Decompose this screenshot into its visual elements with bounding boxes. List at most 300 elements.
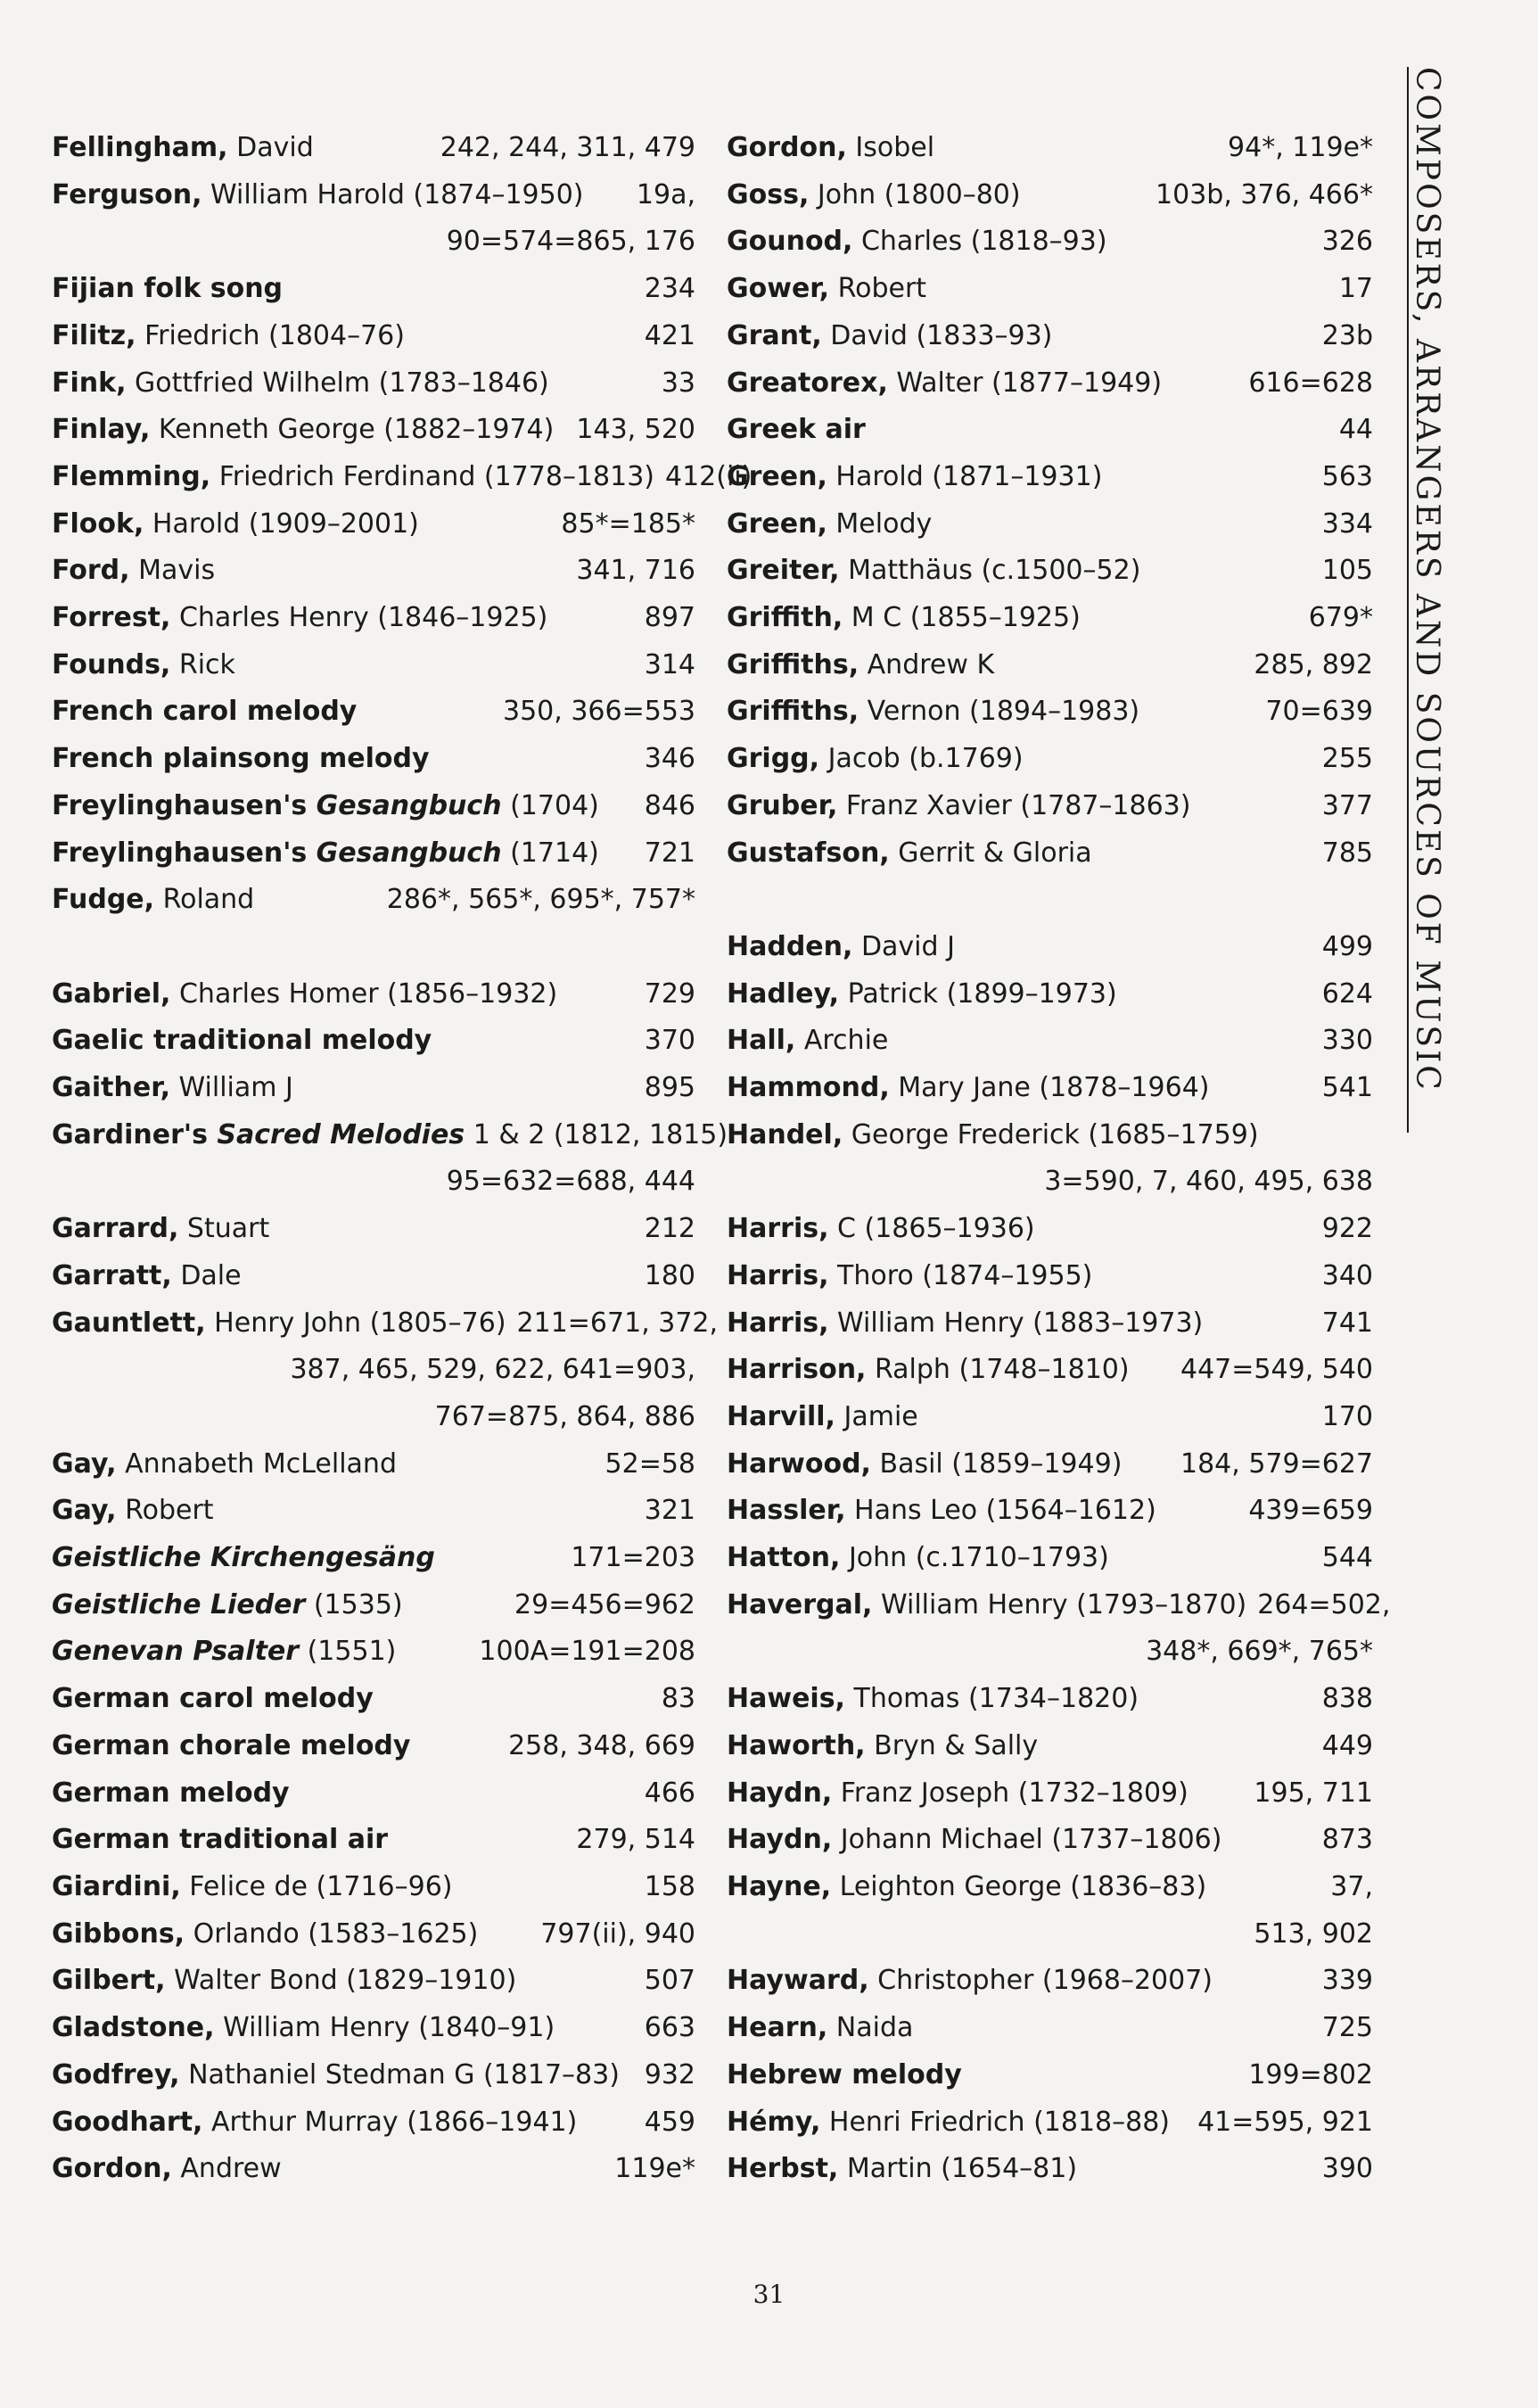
- entry-name: Handel,: [727, 1118, 843, 1150]
- entry-detail: Felice de (1716–96): [180, 1871, 453, 1902]
- entry-label: [727, 642, 994, 689]
- entry-label: [727, 830, 1092, 878]
- entry-line: [727, 924, 1373, 971]
- entry-title: Gesangbuch: [307, 789, 502, 821]
- entry-refs: 725: [1321, 2012, 1373, 2044]
- entry-line: [52, 1488, 695, 1535]
- index-entry: [52, 1253, 695, 1300]
- entry-refs: 932: [644, 2058, 695, 2091]
- entry-line: [727, 971, 1373, 1018]
- entry-refs: 346: [644, 743, 695, 775]
- entry-refs-continued: 95=632=688, 444: [446, 1166, 695, 1198]
- entry-name: Fijian folk song: [52, 273, 284, 305]
- entry-detail: Friedrich (1804–76): [136, 319, 405, 351]
- entry-line: [52, 125, 695, 172]
- entry-name: Harris,: [727, 1213, 829, 1245]
- entry-label: [52, 1206, 269, 1253]
- entry-name: Havergal,: [727, 1588, 873, 1620]
- index-entry: [727, 1112, 1373, 1206]
- entry-refs: 17: [1338, 273, 1373, 305]
- entry-name: Greek air: [727, 414, 866, 446]
- entry-detail: Archie: [795, 1025, 889, 1057]
- entry-line: [727, 830, 1373, 878]
- index-entry: [727, 1817, 1373, 1864]
- index-entry: [727, 1441, 1373, 1489]
- entry-label: [52, 1018, 432, 1065]
- entry-label: [52, 1065, 293, 1112]
- entry-label: [52, 2099, 577, 2147]
- entry-name: German carol melody: [52, 1683, 374, 1715]
- entry-detail: Gottfried Wilhelm (1783–1846): [126, 367, 549, 399]
- entry-name: Harwood,: [727, 1447, 871, 1480]
- index-entry: [52, 1488, 695, 1535]
- entry-label: [727, 1018, 888, 1065]
- entry-label: [52, 877, 254, 924]
- entry-name: Hadley,: [727, 977, 840, 1010]
- entry-refs: 624: [1321, 977, 1373, 1010]
- entry-refs: 922: [1321, 1213, 1373, 1245]
- index-entry: [727, 595, 1373, 642]
- entry-label: [727, 1488, 1156, 1535]
- index-entry: [52, 1817, 695, 1864]
- entry-label: [52, 360, 549, 408]
- entry-line: [52, 1817, 695, 1864]
- entry-label: [727, 407, 866, 454]
- entry-name: Harvill,: [727, 1400, 835, 1432]
- entry-label: [52, 1911, 478, 1959]
- entry-line: [52, 877, 695, 924]
- entry-refs: 171=203: [571, 1542, 695, 1574]
- side-title: COMPOSERS, ARRANGERS AND SOURCES OF MUSIC: [1409, 67, 1445, 1093]
- entry-detail: Mary Jane (1878–1964): [889, 1072, 1210, 1104]
- entry-name: Garrard,: [52, 1213, 179, 1245]
- entry-name: Griffith,: [727, 602, 843, 634]
- entry-label: [727, 1300, 1203, 1348]
- entry-refs: 421: [644, 319, 695, 351]
- entry-name: Goss,: [727, 178, 810, 210]
- index-entry: [52, 2052, 695, 2099]
- entry-detail: Bryn & Sally: [865, 1729, 1039, 1761]
- entry-refs: 663: [644, 2012, 695, 2044]
- entry-line: [727, 642, 1373, 689]
- entry-label: [52, 1958, 516, 2005]
- entry-label: [727, 924, 955, 971]
- entry-line: [52, 2052, 695, 2099]
- entry-label: [727, 1864, 1206, 1911]
- entry-detail: Harold (1909–2001): [144, 507, 419, 540]
- entry-detail: Rick: [170, 648, 235, 680]
- entry-label: [727, 1441, 1122, 1489]
- entry-line: [727, 407, 1373, 454]
- entry-label: [727, 172, 1021, 219]
- entry-label: [52, 971, 557, 1018]
- entry-name: Gardiner's: [52, 1118, 208, 1150]
- index-entry: [52, 1065, 695, 1112]
- entry-refs: 895: [644, 1072, 695, 1104]
- index-entry: [727, 736, 1373, 783]
- entry-detail: Kenneth George (1882–1974): [150, 414, 555, 446]
- index-entry: [52, 454, 753, 501]
- entry-label: [727, 689, 1139, 736]
- entry-line: [52, 1770, 695, 1818]
- entry-line: [727, 1582, 1391, 1629]
- entry-detail: Leighton George (1836–83): [831, 1871, 1207, 1902]
- index-entry: [52, 1723, 695, 1770]
- index-entry: [727, 360, 1373, 408]
- index-entry: [52, 2146, 695, 2193]
- entry-line: [727, 1300, 1373, 1348]
- entry-name: Fudge,: [52, 884, 155, 916]
- index-entry: [52, 1112, 728, 1206]
- entry-refs: 321: [644, 1495, 695, 1527]
- entry-refs: 873: [1321, 1824, 1373, 1856]
- entry-refs: 180: [644, 1259, 695, 1291]
- entry-label: [727, 1535, 1109, 1582]
- entry-line: [52, 1206, 695, 1253]
- entry-refs: 507: [644, 1965, 695, 1997]
- entry-name: Haweis,: [727, 1683, 845, 1715]
- entry-name: Freylinghausen's: [52, 789, 308, 821]
- entry-refs: 94*, 119e*: [1228, 132, 1373, 163]
- entry-name: Giardini,: [52, 1871, 181, 1902]
- entry-detail: Annabeth McLelland: [116, 1447, 397, 1480]
- entry-refs: 326: [1321, 226, 1373, 258]
- index-entry: [52, 689, 695, 736]
- entry-detail: William Henry (1840–91): [214, 2012, 555, 2044]
- entry-refs: 334: [1321, 507, 1373, 540]
- entry-refs: 211=671, 372,: [516, 1307, 719, 1339]
- index-entry: [727, 971, 1373, 1018]
- entry-name: Hémy,: [727, 2106, 821, 2138]
- entry-refs: 234: [644, 273, 695, 305]
- entry-label: [727, 1817, 1221, 1864]
- entry-detail: William Harold (1874–1950): [202, 178, 584, 210]
- entry-line: [727, 1018, 1373, 1065]
- entry-line: [727, 172, 1373, 219]
- entry-line: [727, 1441, 1373, 1489]
- index-entry: [727, 1864, 1373, 1958]
- index-entry: [52, 125, 695, 172]
- entry-line: [727, 1770, 1373, 1818]
- entry-name: Fink,: [52, 367, 127, 399]
- entry-label: [727, 360, 1162, 408]
- entry-detail: Melody: [827, 507, 933, 540]
- entry-detail: Charles Homer (1856–1932): [170, 977, 558, 1010]
- entry-refs: 679*: [1308, 602, 1373, 634]
- entry-label: [52, 1723, 410, 1770]
- index-entry: [727, 1582, 1391, 1676]
- entry-label: [727, 454, 1102, 501]
- entry-name: Freylinghausen's: [52, 837, 308, 869]
- index-entry: [52, 1018, 695, 1065]
- entry-refs: 41=595, 921: [1197, 2106, 1373, 2138]
- entry-detail: Johann Michael (1737–1806): [832, 1824, 1222, 1856]
- entry-label: [52, 548, 215, 595]
- entry-name: Filitz,: [52, 319, 136, 351]
- entry-label: [52, 783, 599, 830]
- index-entry: [52, 2099, 695, 2147]
- entry-name: Gauntlett,: [52, 1307, 206, 1339]
- entry-name: Garratt,: [52, 1259, 172, 1291]
- entry-line: [52, 830, 695, 878]
- entry-label: [727, 1770, 1188, 1818]
- entry-detail: Christopher (1968–2007): [868, 1965, 1213, 1997]
- entry-label: [727, 2146, 1077, 2193]
- entry-label: [52, 1488, 214, 1535]
- entry-line: [727, 313, 1373, 360]
- entry-name: Gustafson,: [727, 837, 890, 869]
- entry-line: [52, 1065, 695, 1112]
- index-entry: [52, 736, 695, 783]
- entry-detail: (1704): [501, 789, 599, 821]
- index-entry: [727, 1535, 1373, 1582]
- index-entry: [727, 2005, 1373, 2052]
- index-entry: [727, 1347, 1373, 1394]
- index-entry: [727, 1770, 1373, 1818]
- entry-label: [727, 313, 1052, 360]
- entry-line: [52, 2005, 695, 2052]
- entry-line: [727, 266, 1373, 313]
- entry-label: [52, 407, 554, 454]
- entry-line: [727, 595, 1373, 642]
- entry-refs: 721: [644, 837, 695, 869]
- entry-label: [52, 2005, 555, 2052]
- index-entry: [727, 219, 1373, 266]
- entry-name: Gruber,: [727, 789, 838, 821]
- index-entry: [727, 125, 1373, 172]
- entry-name: Grant,: [727, 319, 822, 351]
- entry-label: [52, 2146, 282, 2193]
- index-entry: [52, 971, 695, 1018]
- entry-line: [52, 548, 695, 595]
- index-entry: [52, 783, 695, 830]
- index-entry: [727, 2099, 1373, 2147]
- entry-title: Gesangbuch: [307, 837, 502, 869]
- index-entry: [52, 1535, 695, 1582]
- entry-detail: David J: [852, 930, 955, 962]
- index-entry: [52, 1206, 695, 1253]
- entry-line: [52, 1958, 695, 2005]
- entry-line: [727, 1394, 1373, 1441]
- entry-detail: Dale: [171, 1259, 242, 1291]
- entry-detail: Henri Friedrich (1818–88): [820, 2106, 1170, 2138]
- index-entry: [52, 548, 695, 595]
- entry-label: [52, 642, 235, 689]
- index-entry: [727, 1018, 1373, 1065]
- entry-detail: Thomas (1734–1820): [844, 1683, 1139, 1715]
- entry-label: [727, 783, 1190, 830]
- entry-label: [52, 830, 599, 878]
- index-entry: [727, 501, 1373, 548]
- entry-detail: Franz Joseph (1732–1809): [832, 1777, 1188, 1809]
- entry-name: Hebrew melody: [727, 2058, 962, 2091]
- entry-refs: 212: [644, 1213, 695, 1245]
- section-gap: [52, 924, 695, 971]
- index-entry: [52, 1300, 719, 1441]
- entry-refs: 459: [644, 2106, 695, 2138]
- entry-line: [727, 1347, 1373, 1394]
- entry-detail: Vernon (1894–1983): [859, 696, 1140, 728]
- entry-label: [52, 313, 405, 360]
- entry-name: Ferguson,: [52, 178, 202, 210]
- entry-name: Geistliche Kirchengesäng: [52, 1542, 435, 1574]
- entry-line: [52, 172, 695, 219]
- entry-line: [727, 1676, 1373, 1723]
- entry-line: [727, 1253, 1373, 1300]
- entry-label: [727, 1347, 1130, 1394]
- entry-name: Harrison,: [727, 1354, 867, 1386]
- entry-detail: David (1833–93): [821, 319, 1053, 351]
- entry-label: [52, 1817, 388, 1864]
- index-entry: [52, 642, 695, 689]
- index-entry: [52, 595, 695, 642]
- index-entry: [52, 407, 695, 454]
- entry-line: [727, 689, 1373, 736]
- entry-line: [727, 219, 1373, 266]
- entry-detail: Hans Leo (1564–1612): [845, 1495, 1156, 1527]
- entry-line: [52, 1112, 728, 1159]
- entry-name: Gabriel,: [52, 977, 171, 1010]
- entry-label: [52, 2052, 620, 2099]
- index-entry: [727, 1253, 1373, 1300]
- entry-refs-continued: 90=574=865, 176: [446, 226, 695, 258]
- entry-line: [52, 1911, 695, 1959]
- entry-line: [52, 313, 695, 360]
- entry-label: [727, 1394, 918, 1441]
- entry-detail: Robert: [829, 273, 927, 305]
- entry-name: French plainsong melody: [52, 743, 430, 775]
- entry-detail: Franz Xavier (1787–1863): [837, 789, 1191, 821]
- entry-name: Green,: [727, 507, 827, 540]
- entry-name: Flook,: [52, 507, 144, 540]
- entry-refs: 264=502,: [1257, 1588, 1391, 1620]
- entry-detail: (1551): [299, 1636, 397, 1668]
- entry-label: [727, 1958, 1213, 2005]
- entry-label: [727, 548, 1140, 595]
- index-entry: [52, 1911, 695, 1959]
- entry-refs: 616=628: [1248, 367, 1373, 399]
- entry-name: Haydn,: [727, 1824, 833, 1856]
- entry-detail: Nathaniel Stedman G (1817–83): [179, 2058, 620, 2091]
- entry-name: Hayne,: [727, 1871, 832, 1902]
- index-entry: [727, 1065, 1373, 1112]
- entry-detail: Charles Henry (1846–1925): [170, 602, 548, 634]
- entry-refs: 255: [1321, 743, 1373, 775]
- entry-label: [52, 1300, 506, 1348]
- entry-label: [727, 266, 926, 313]
- entry-refs: 279, 514: [576, 1824, 695, 1856]
- entry-refs: 370: [644, 1025, 695, 1057]
- index-entry: [727, 1300, 1373, 1348]
- entry-detail: Patrick (1899–1973): [839, 977, 1117, 1010]
- entry-refs: 339: [1321, 1965, 1373, 1997]
- entry-detail: Robert: [116, 1495, 214, 1527]
- index-entry: [727, 689, 1373, 736]
- entry-detail: Gerrit & Gloria: [889, 837, 1092, 869]
- entry-refs: 105: [1321, 555, 1373, 587]
- index-entry: [727, 642, 1373, 689]
- entry-name: German traditional air: [52, 1824, 389, 1856]
- index-entry: [52, 1629, 695, 1676]
- entry-refs: 44: [1338, 414, 1373, 446]
- entry-name: Haydn,: [727, 1777, 833, 1809]
- entry-label: [727, 1065, 1210, 1112]
- index-entry: [727, 1723, 1373, 1770]
- entry-line: [52, 783, 695, 830]
- entry-detail: Matthäus (c.1500–52): [839, 555, 1141, 587]
- entry-refs: 797(ii), 940: [540, 1917, 695, 1950]
- entry-label: [52, 1535, 435, 1582]
- index-entry: [52, 1441, 695, 1489]
- entry-label: [727, 1676, 1139, 1723]
- entry-name: Gladstone,: [52, 2012, 215, 2044]
- entry-name: Godfrey,: [52, 2058, 180, 2091]
- entry-refs: 544: [1321, 1542, 1373, 1574]
- entry-detail: (1714): [501, 837, 599, 869]
- entry-refs: 447=549, 540: [1180, 1354, 1373, 1386]
- entry-refs: 729: [644, 977, 695, 1010]
- entry-name: Hayward,: [727, 1965, 869, 1997]
- entry-name: Fellingham,: [52, 132, 228, 163]
- entry-label: [52, 595, 547, 642]
- entry-refs: 846: [644, 789, 695, 821]
- index-entry: [52, 1864, 695, 1911]
- entry-refs: 258, 348, 669: [508, 1729, 695, 1761]
- entry-name: Founds,: [52, 648, 171, 680]
- entry-line: [52, 1441, 695, 1489]
- entry-name: Gibbons,: [52, 1917, 185, 1950]
- entry-name: Flemming,: [52, 460, 211, 492]
- entry-line: [727, 1206, 1373, 1253]
- entry-name: Gordon,: [52, 2153, 172, 2185]
- entry-name: Harris,: [727, 1307, 829, 1339]
- entry-label: [52, 172, 584, 219]
- entry-line: [52, 2146, 695, 2193]
- entry-line: [52, 595, 695, 642]
- entry-detail: Orlando (1583–1625): [185, 1917, 479, 1950]
- entry-detail: 1 & 2 (1812, 1815): [465, 1118, 728, 1150]
- entry-label: [727, 1112, 1259, 1159]
- entry-name: Gaelic traditional melody: [52, 1025, 432, 1057]
- entry-detail: Jamie: [835, 1400, 918, 1432]
- entry-label: [727, 1582, 1246, 1629]
- index-entry: [727, 1958, 1373, 2005]
- entry-label: [727, 125, 934, 172]
- entry-detail: Arthur Murray (1866–1941): [202, 2106, 578, 2138]
- entry-refs: 19a,: [636, 178, 695, 210]
- entry-refs: 85*=185*: [561, 507, 695, 540]
- entry-name: Genevan Psalter: [52, 1636, 300, 1668]
- entry-detail: John (c.1710–1793): [840, 1542, 1109, 1574]
- index-entry: [727, 313, 1373, 360]
- entry-name: Greiter,: [727, 555, 840, 587]
- entry-refs: 29=456=962: [514, 1588, 695, 1620]
- entry-label: [727, 971, 1117, 1018]
- entry-refs: 119e*: [614, 2153, 695, 2185]
- entry-line: [727, 1488, 1373, 1535]
- index-entry: [52, 360, 695, 408]
- entry-label: [727, 501, 932, 548]
- entry-name: Green,: [727, 460, 827, 492]
- entry-detail: William Henry (1793–1870): [872, 1588, 1247, 1620]
- entry-line: [727, 1723, 1373, 1770]
- entry-detail: Thoro (1874–1955): [828, 1259, 1093, 1291]
- entry-refs: 541: [1321, 1072, 1373, 1104]
- entry-refs: 741: [1321, 1307, 1373, 1339]
- entry-refs: 340: [1321, 1259, 1373, 1291]
- index-entry: [727, 407, 1373, 454]
- entry-line: [52, 501, 695, 548]
